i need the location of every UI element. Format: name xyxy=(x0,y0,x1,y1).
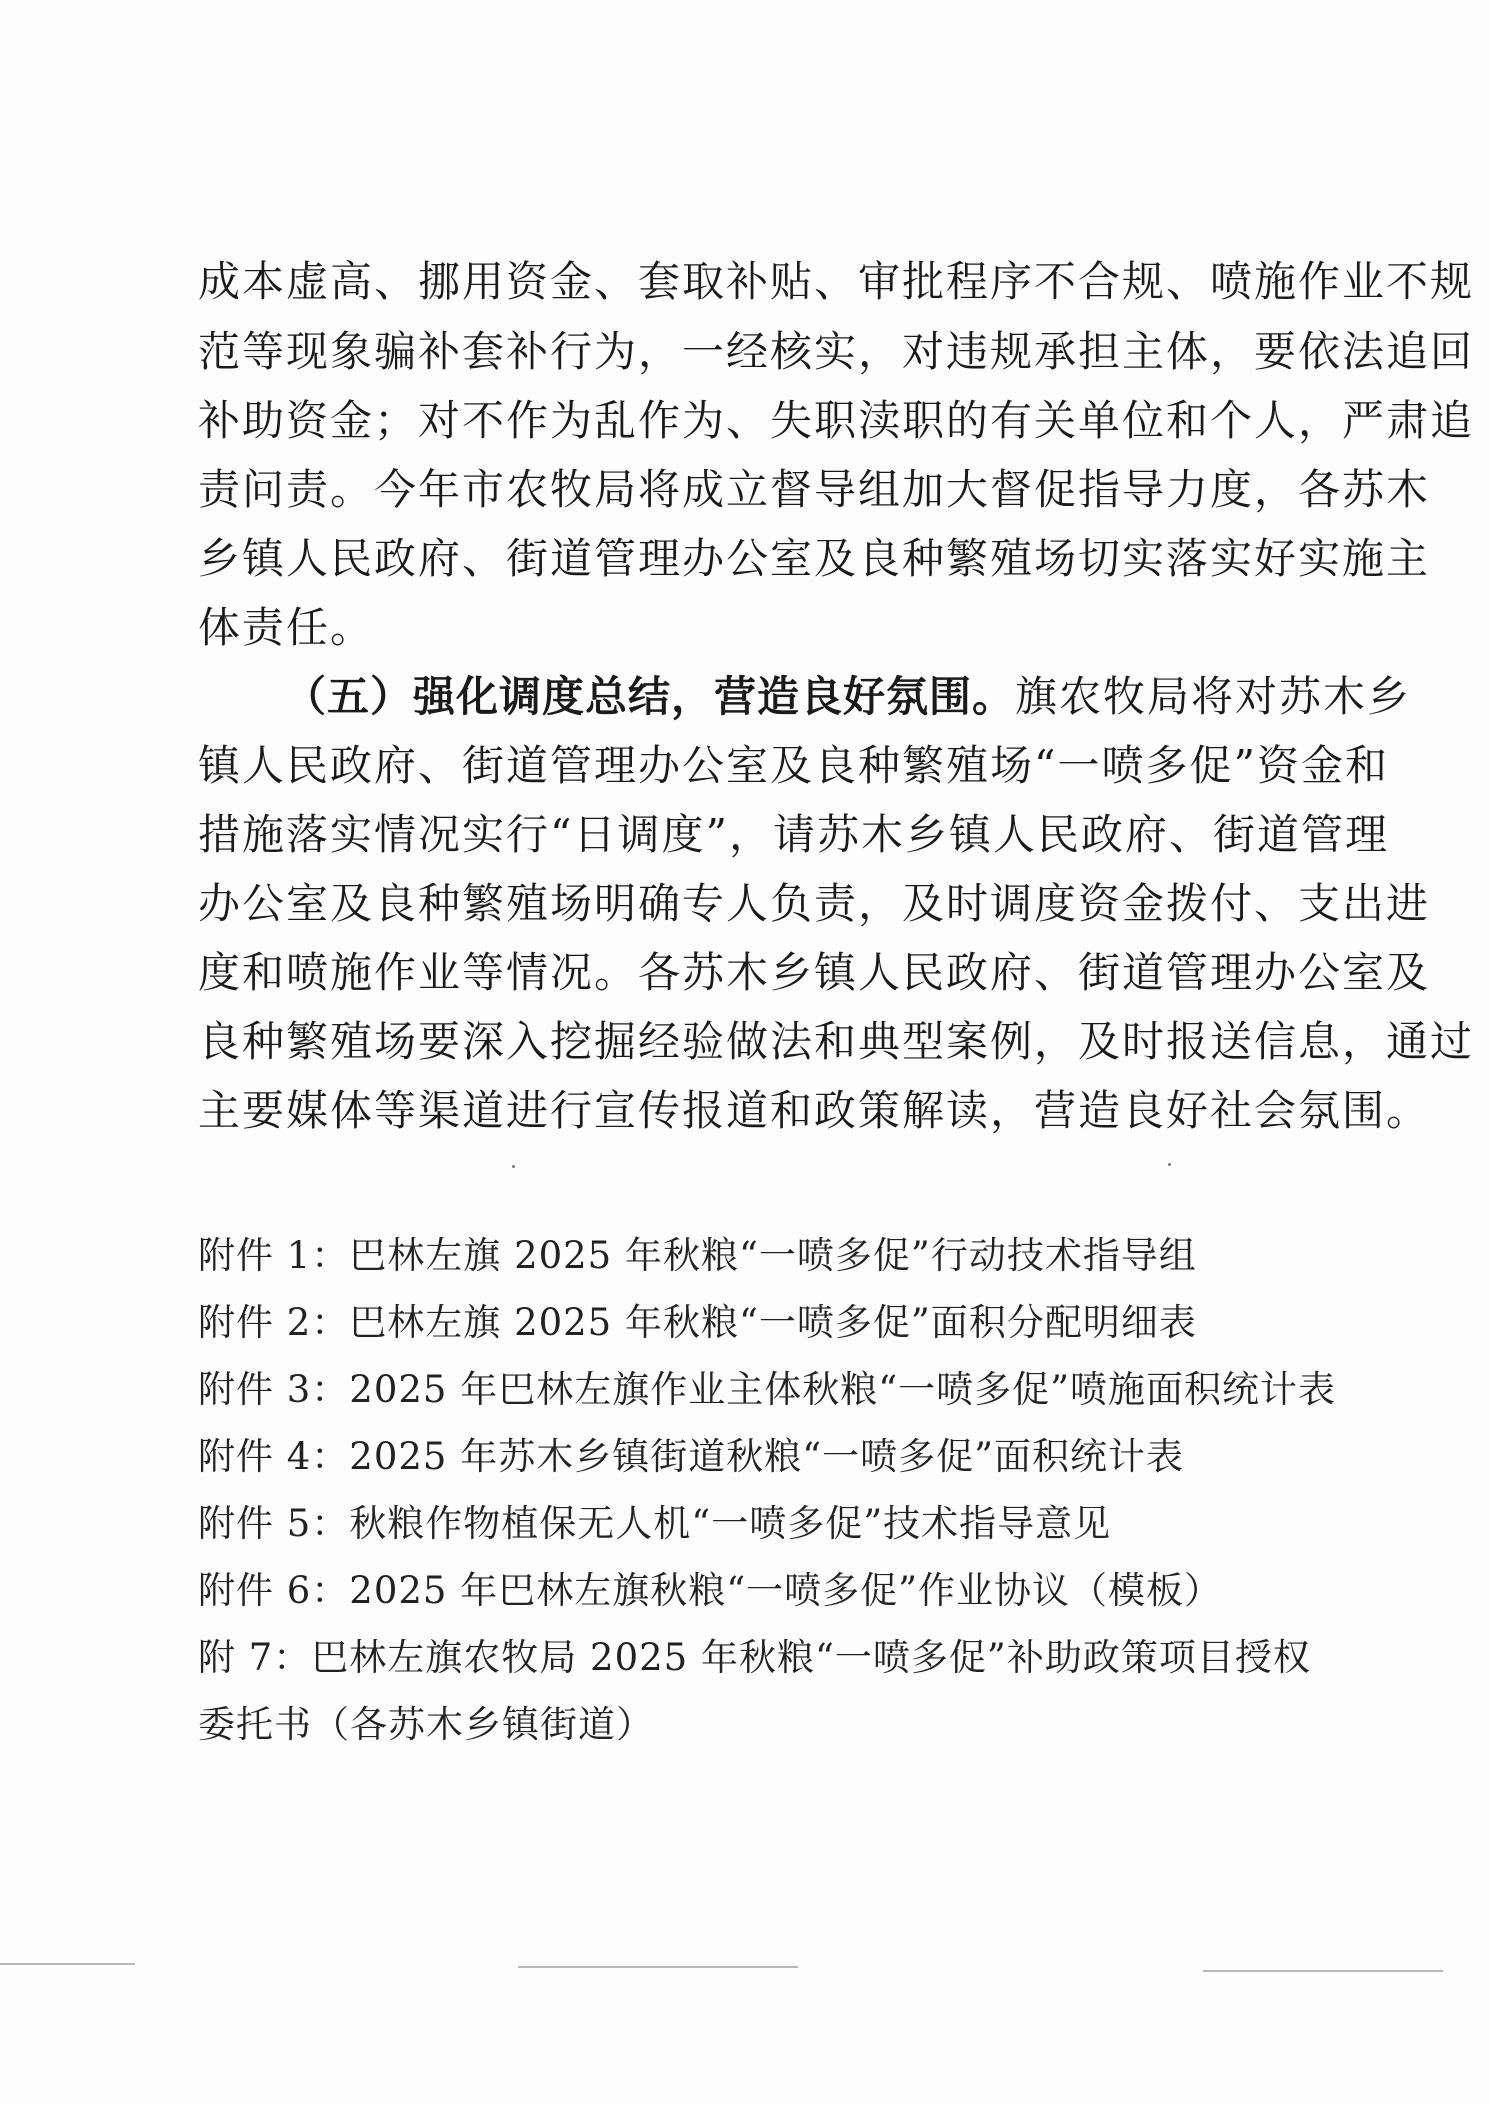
attachment-item: 附件 3：2025 年巴林左旗作业主体秋粮“一喷多促”喷施面积统计表 xyxy=(198,1368,1337,1411)
body-line: 良种繁殖场要深入挖掘经验做法和典型案例，及时报送信息，通过 xyxy=(198,1017,1475,1066)
scan-rule xyxy=(0,1963,135,1965)
scan-rule xyxy=(518,1966,798,1968)
body-line: 体责任。 xyxy=(198,603,375,652)
body-line: 乡镇人民政府、街道管理办公室及良种繁殖场切实落实好实施主 xyxy=(198,534,1431,583)
scan-speck xyxy=(1168,1163,1171,1166)
body-line: 补助资金；对不作为乱作为、失职渎职的有关单位和个人，严肃追 xyxy=(198,396,1475,445)
attachment-item: 附件 4：2025 年苏木乡镇街道秋粮“一喷多促”面积统计表 xyxy=(198,1435,1185,1478)
body-text: 旗农牧局将对苏木乡 xyxy=(1015,672,1412,721)
attachment-item: 附 7：巴林左旗农牧局 2025 年秋粮“一喷多促”补助政策项目授权 xyxy=(198,1636,1311,1679)
attachment-item: 委托书（各苏木乡镇街道） xyxy=(198,1703,654,1746)
attachment-item: 附件 1：巴林左旗 2025 年秋粮“一喷多促”行动技术指导组 xyxy=(198,1234,1197,1277)
body-line: 主要媒体等渠道进行宣传报道和政策解读，营造良好社会氛围。 xyxy=(198,1086,1431,1135)
body-line: 范等现象骗补套补行为，一经核实，对违规承担主体，要依法追回 xyxy=(198,327,1475,376)
body-line: 镇人民政府、街道管理办公室及良种繁殖场“一喷多促”资金和 xyxy=(198,741,1389,790)
attachment-item: 附件 5：秋粮作物植保无人机“一喷多促”技术指导意见 xyxy=(198,1502,1112,1545)
body-line: 责问责。今年市农牧局将成立督导组加大督促指导力度，各苏木 xyxy=(198,465,1431,514)
attachment-item: 附件 6：2025 年巴林左旗秋粮“一喷多促”作业协议（模板） xyxy=(198,1569,1223,1612)
attachment-item: 附件 2：巴林左旗 2025 年秋粮“一喷多促”面积分配明细表 xyxy=(198,1301,1197,1344)
scan-rule xyxy=(1203,1970,1443,1972)
scan-speck xyxy=(512,1165,515,1168)
section-heading-line xyxy=(284,672,1412,722)
body-line: 措施落实情况实行“日调度”，请苏木乡镇人民政府、街道管理 xyxy=(198,810,1389,859)
body-line: 成本虚高、挪用资金、套取补贴、审批程序不合规、喷施作业不规 xyxy=(198,257,1475,306)
body-line: 办公室及良种繁殖场明确专人负责，及时调度资金拨付、支出进 xyxy=(198,879,1431,928)
body-line: 度和喷施作业等情况。各苏木乡镇人民政府、街道管理办公室及 xyxy=(198,948,1431,997)
section-heading: （五）强化调度总结，营造良好氛围。 xyxy=(284,672,1016,721)
